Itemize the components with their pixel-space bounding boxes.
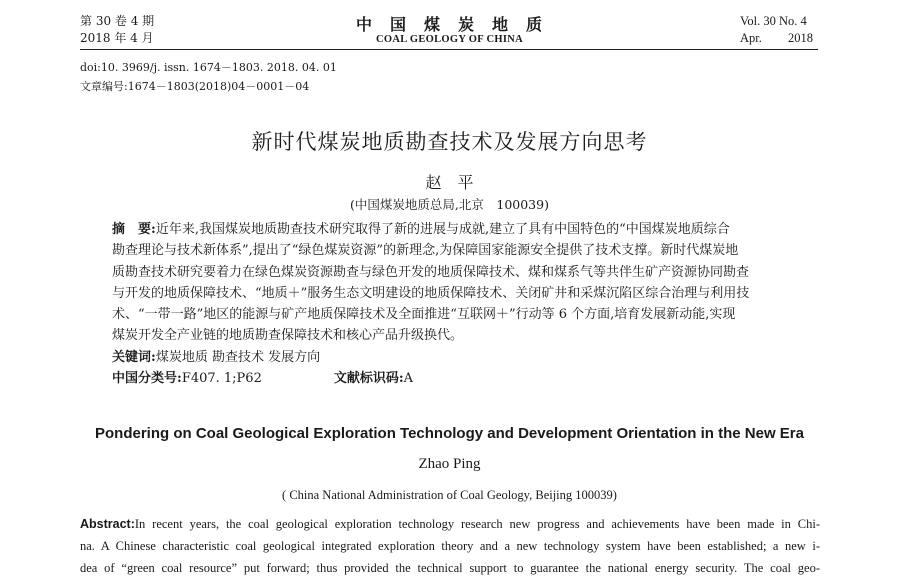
header-volume-cn: 第 30 卷 4 期	[80, 14, 155, 28]
abstract-en-line-2: na. A Chinese characteristic coal geological integrated exploration theory and a new technology system have been established; a new i-	[80, 539, 820, 553]
article-title-cn: 新时代煤炭地质勘查技术及发展方向思考	[251, 130, 648, 154]
classification-row	[112, 368, 787, 389]
abstract-cn-line-3: 质勘查技术研究要着力在绿色煤炭资源勘查与绿色开发的地质保障技术、煤和煤系气等共伴生矿产资源协同勘查	[112, 264, 750, 280]
abstract-cn-line-2: 勘查理论与技术新体系”,提出了“绿色煤炭资源”的新理念,为保障国家能源安全提供了技术支撑。新时代煤炭地	[112, 243, 739, 259]
abstract-cn-label: 摘 要:	[112, 222, 156, 237]
affiliation-cn: (中国煤炭地质总局,北京 100039)	[350, 197, 549, 212]
clc-label: 中国分类号:	[112, 371, 182, 387]
header-date-cn: 2018 年 4 月	[80, 31, 154, 45]
doc-code-label: 文献标识码:	[333, 371, 404, 387]
clc-value: F407. 1;P62	[181, 371, 262, 387]
keywords-label: 关键词:	[112, 349, 156, 365]
abstract-cn	[112, 219, 787, 389]
abstract-cn-line-6: 煤炭开发全产业链的地质勘查保障技术和核心产品升级换代。	[112, 328, 464, 344]
author-en: Zhao Ping	[418, 456, 481, 472]
header-rule	[80, 49, 818, 50]
header-volume-en: Vol. 30 No. 4	[740, 14, 807, 28]
abstract-cn-line-4: 与开发的地质保障技术、“地质＋”服务生态文明建设的地质保障技术、关闭矿井和采煤沉陷区综合治理与利用技	[112, 285, 750, 301]
article-title-en: Pondering on Coal Geological Exploration Technology and Development Orientation in the New Era	[95, 425, 804, 442]
abstract-en-label: Abstract:	[80, 517, 135, 531]
abstract-en	[80, 513, 820, 579]
doc-code-value: A	[403, 371, 414, 387]
abstract-cn-line-5: 术、“一带一路”地区的能源与矿产地质保障技术及全面推进“互联网＋”行动等 6 个方面,培育发展新动能,实现	[112, 307, 736, 323]
affiliation-en: ( China National Administration of Coal Geology, Beijing 100039)	[282, 488, 617, 502]
journal-name-en: COAL GEOLOGY OF CHINA	[376, 34, 523, 45]
keywords-cn	[112, 347, 787, 368]
author-cn: 赵 平	[425, 173, 474, 192]
abstract-cn-line-1: 摘 要:近年来,我国煤炭地质勘查技术研究取得了新的进展与成就,建立了具有中国特色的“中国煤炭地质综合	[112, 222, 730, 237]
header-year-en: 2018	[788, 31, 813, 45]
doi: doi:10. 3969/j. issn. 1674－1803. 2018. 04. 01	[80, 61, 337, 74]
article-number: 文章编号:1674－1803(2018)04－0001－04	[80, 80, 310, 93]
abstract-en-line-3: dea of “green coal resource” put forward; thus provided the technical support to guarantee the national energy security. The coal geo-	[80, 561, 820, 575]
header-month-en: Apr.	[740, 31, 762, 45]
journal-name-cn: 中 国 煤 炭 地 质	[355, 15, 543, 34]
keywords-value: 煤炭地质 勘查技术 发展方向	[155, 349, 321, 365]
abstract-en-line-1: Abstract:In recent years, the coal geological exploration technology research new progress and achievements have been made in Chi-	[80, 517, 820, 531]
